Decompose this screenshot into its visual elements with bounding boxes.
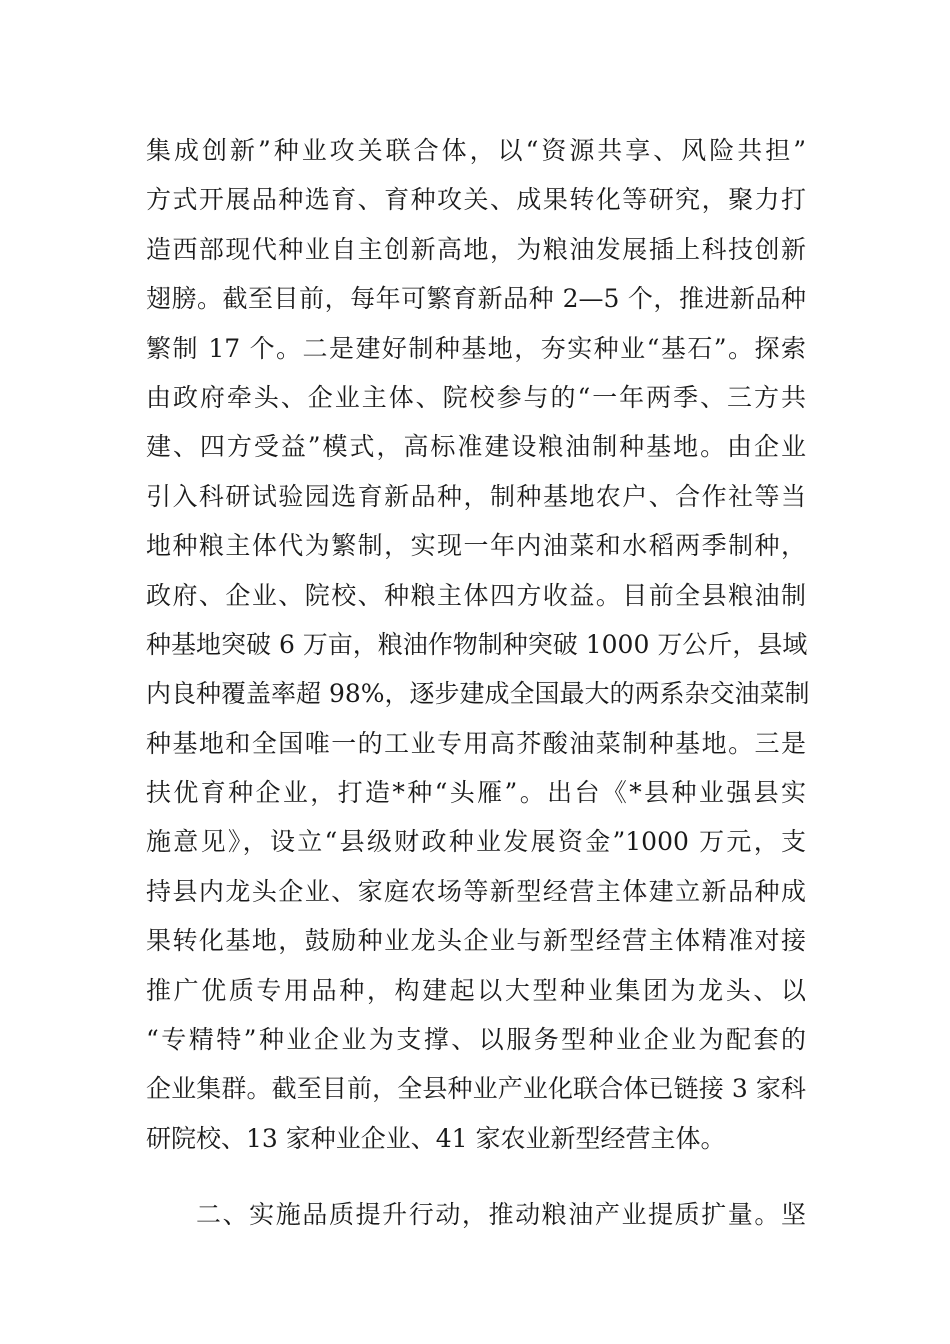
text-line: 翅膀。截至目前，每年可繁育新品种 2—5 个，推进新品种 xyxy=(146,284,806,314)
body-text xyxy=(146,126,810,1240)
text-line: 地种粮主体代为繁制，实现一年内油菜和水稻两季制种， xyxy=(146,531,806,561)
paragraph xyxy=(146,126,810,1163)
text-line: 企业集群。截至目前，全县种业产业化联合体已链接 3 家科 xyxy=(146,1074,806,1104)
text-line: 方式开展品种选育、育种攻关、成果转化等研究，聚力打 xyxy=(146,185,806,215)
text-line: 集成创新”种业攻关联合体，以“资源共享、风险共担” xyxy=(146,136,806,165)
text-line: 引入科研试验园选育新品种，制种基地农户、合作社等当 xyxy=(146,481,806,511)
text-line: 建、四方受益”模式，高标准建设粮油制种基地。由企业 xyxy=(146,432,806,462)
text-line: 推广优质专用品种，构建起以大型种业集团为龙头、以 xyxy=(146,975,806,1005)
text-line: 种基地和全国唯一的工业专用高芥酸油菜制种基地。三是 xyxy=(146,728,806,758)
text-line: 施意见》，设立“县级财政种业发展资金”1000 万元，支 xyxy=(146,827,806,857)
paragraph-spacing xyxy=(146,1163,806,1190)
section-heading-line: 二、实施品质提升行动，推动粮油产业提质扩量。坚 xyxy=(196,1200,806,1230)
paragraph xyxy=(146,1190,806,1239)
text-line: 繁制 17 个。二是建好制种基地，夯实种业“基石”。探索 xyxy=(146,333,806,363)
text-line: 果转化基地，鼓励种业龙头企业与新型经营主体精准对接 xyxy=(146,926,806,956)
text-line: 持县内龙头企业、家庭农场等新型经营主体建立新品种成 xyxy=(146,876,806,906)
text-line: 造西部现代种业自主创新高地，为粮油发展插上科技创新 xyxy=(146,234,806,264)
text-line: 由政府牵头、企业主体、院校参与的“一年两季、三方共 xyxy=(146,382,806,412)
text-line: 研院校、13 家种业企业、41 家农业新型经营主体。 xyxy=(146,1123,726,1153)
text-line: 种基地突破 6 万亩，粮油作物制种突破 1000 万公斤，县域 xyxy=(146,629,808,659)
text-line: “专精特”种业企业为支撑、以服务型种业企业为配套的 xyxy=(146,1025,806,1055)
text-line: 内良种覆盖率超 98%，逐步建成全国最大的两系杂交油菜制 xyxy=(146,679,810,709)
text-line: 扶优育种企业，打造*种“头雁”。出台《*县种业强县实 xyxy=(146,778,806,808)
text-line: 政府、企业、院校、种粮主体四方收益。目前全县粮油制 xyxy=(146,580,806,610)
